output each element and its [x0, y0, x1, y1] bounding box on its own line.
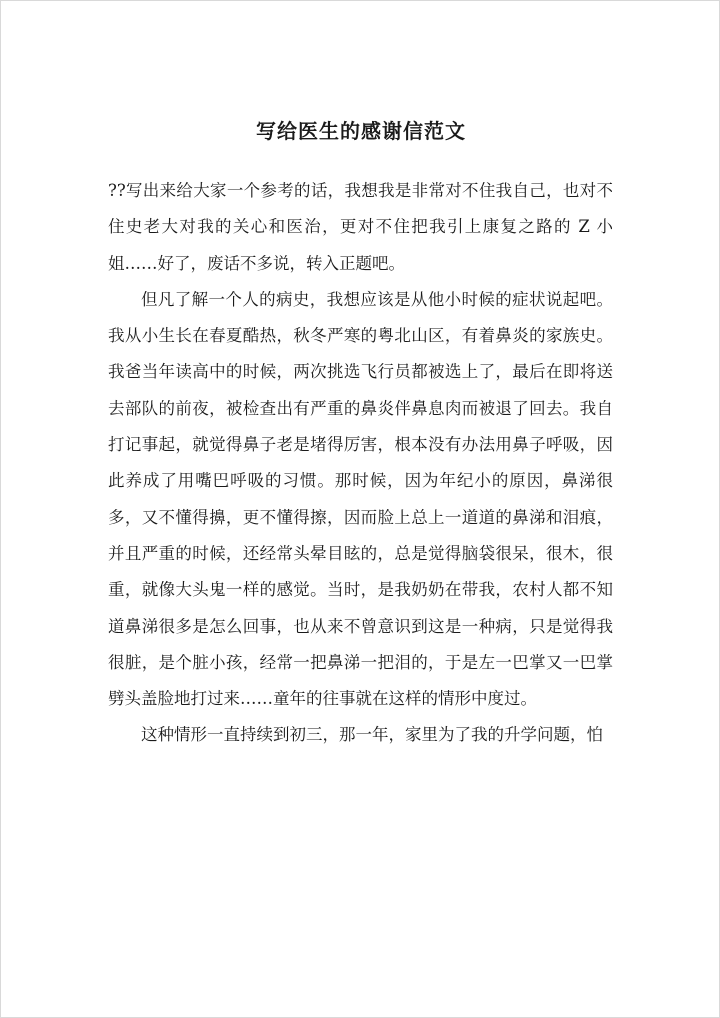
document-body [108, 173, 613, 754]
paragraph-continuation: 这种情形一直持续到初三，那一年，家里为了我的升学问题，怕 [141, 725, 603, 745]
paragraph-history: 但凡了解一个人的病史，我想应该是从他小时候的症状说起吧。我从小生长在春夏酷热，秋冬严寒的粤北山区，有着鼻炎的家族史。我爸当年读高中的时候，两次挑选飞行员都被选上了，最后在即将送去部队的前夜，被检查出有严重的鼻炎伴鼻息肉而被退了回去。我自打记事起，就觉得鼻子老是堵得厉害，根本没有办法用鼻子呼吸，因此养成了用嘴巴呼吸的习惯。那时候，因为年纪小的原因，鼻涕很多，又不懂得擤，更不懂得擦，因而脸上总上一道道的鼻涕和泪痕，并且严重的时候，还经常头晕目眩的，总是觉得脑袋很呆，很木，很重，就像大头鬼一样的感觉。当时，是我奶奶在带我，农村人都不知道鼻涕很多是怎么回事，也从来不曾意识到这是一种病，只是觉得我很脏，是个脏小孩，经常一把鼻涕一把泪的，于是左一巴掌又一巴掌劈头盖脸地打过来……童年的往事就在这样的情形中度过。 [108, 289, 613, 709]
paragraph-intro: ??写出来给大家一个参考的话，我想我是非常对不住我自己，也对不住史老大对我的关心和医治，更对不住把我引上康复之路的 Z 小姐……好了，废话不多说，转入正题吧。 [108, 181, 613, 273]
document-title: 写给医生的感谢信范文 [256, 119, 466, 143]
